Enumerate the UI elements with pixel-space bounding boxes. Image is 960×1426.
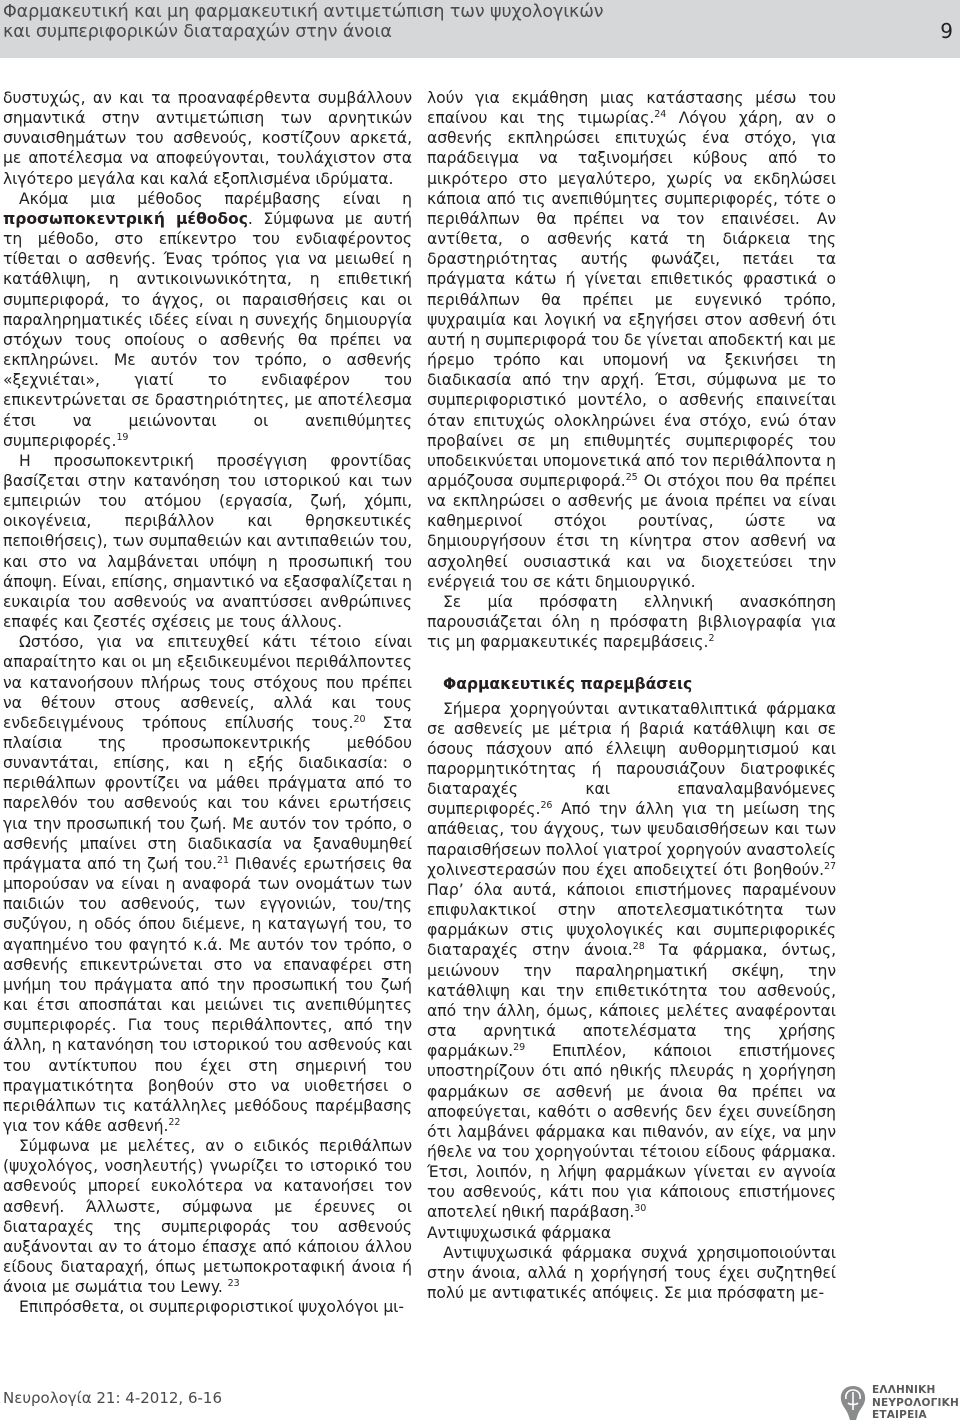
paragraph: δυστυχώς, αν και τα προαναφέρθεντα συμβάλλουν σημαντικά στην αντιμετώπιση των αρνητικών συναισθημάτων του ασθενούς, κοστίζουν αρκετά, με αποτέλεσμα να αποφεύγονται, τουλάχιστον στα λιγότερο μεγάλα και καλά εξοπλισμένα ιδρύματα. — [3, 89, 412, 188]
brain-logo-icon — [838, 1384, 868, 1422]
citation-ref: 26 — [540, 800, 553, 812]
paragraph: Ακόμα μια μέθοδος παρέμβασης είναι η προσωποκεντρική μέθοδος. Σύμφωνα με αυτή τη μέθοδο, στο επίκεντρο του ενδιαφέροντος τίθεται ο ασθενής. Ένας τρόπος για να μειωθεί η κατάθλιψη, η αντικοινωνικότητα, η επιθετική συμπεριφορά, το άγχος, οι παραισθήσεις και οι παραληρηματικές ιδέες είναι η συνεχής δημιουργία στόχων τους οποίους ο ασθενής θα πρέπει να εκπληρώνει. Με αυτόν τον τρόπο, ο ασθενής «ξεχνιέται», γιατί το ενδιαφέρον του επικεντρώνεται σε δραστηριότητες, με αποτέλεσμα έτσι να μειώνονται οι ανεπιθύμητες συμπεριφορές.$^{19}$ — [3, 189, 412, 450]
left-column — [3, 88, 412, 1318]
citation-ref: 29 — [513, 1042, 526, 1054]
citation-ref: 20 — [353, 713, 366, 725]
running-head — [0, 0, 960, 58]
citation-ref: 28 — [632, 941, 645, 953]
journal-citation: Νευρολογία 21: 4-2012, 6-16 — [3, 1389, 222, 1407]
page-number: 9 — [940, 19, 953, 43]
paragraph: Αντιψυχωσικά φάρμακα συχνά χρησιμοποιούνται στην άνοια, αλλά η χορήγησή τους έχει συζητηθεί πολύ με αντιφατικές απόψεις. Σε μια πρόσφατη με- — [427, 1243, 836, 1303]
society-logo — [838, 1382, 958, 1426]
logo-text: ΕΛΛΗΝΙΚΗ ΝΕΥΡΟΛΟΓΙΚΗ ΕΤΑΙΡΕΙΑ — [872, 1384, 959, 1421]
paragraph: λούν για εκμάθηση μιας κατάστασης μέσω του επαίνου και της τιμωρίας.$^{24}$ Λόγου χάρη, αν ο ασθενής εκπληρώσει επιτυχώς ένα στόχο, για παράδειγμα να ταξινομήσει κύβους από το μικρότερο στο μεγαλύτερο, χωρίς να εκδηλώσει κάποια από τις ανεπιθύμητες συμπεριφορές, τότε ο περιθάλπων θα πρέπει να τον επαινέσει. Αν αντίθετα, ο ασθενής κατά τη διάρκεια της δραστηριότητας αυτής φωνάζει, πετάει τα πράγματα κάτω ή γίνεται επιθετικός φραστικά ο περιθάλπων θα πρέπει με ευγενικό τρόπο, ψυχραιμία και λογική να εξηγήσει στον ασθενή ότι αυτή η συμπεριφορά του δε γίνεται αποδεκτή και με ήρεμο τρόπο και υπομονή να ξεκινήσει τη διαδικασία από την αρχή. Έτσι, σύμφωνα με το συμπεριφοριστικό μοντέλο, ο ασθενής επαινείται όταν επιτυχώς ολοκληρώνει ένα στόχο, ενώ όταν προβαίνει σε μη επιθυμητές συμπεριφορές του υποδεικνύεται υπομονετικά από τον περιθάλποντα η αρμόζουσα συμπεριφορά.$^{25}$ Οι στόχοι που θα πρέπει να εκπληρώσει ο ασθενής με άνοια πρέπει να είναι καθημερινοί στόχοι ρουτίνας, ώστε να δημιουργήσουν έτσι τη κίνητρα στον ασθενή να ασχοληθεί ουσιαστικά και να διοχετεύσει την ενέργειά του σε κάτι δημιουργικό. — [427, 89, 836, 591]
running-title-line-2: και συμπεριφορικών διαταραχών στην άνοια — [3, 22, 392, 42]
citation-ref: 24 — [654, 109, 667, 121]
paragraph: Η προσωποκεντρική προσέγγιση φροντίδας βασίζεται στην κατανόηση του ιστορικού και των εμπειριών του ατόμου (εργασία, ζωή, χόμπι, οικογένεια, περιβάλλον και θρησκευτικές πεποιθήσεις), των συμπαθειών και αντιπαθειών του, και στο να λαμβάνεται υπόψη η προσωπική του άποψη. Είναι, επίσης, σημαντικό να εξασφαλίζεται η ευκαιρία του ασθενούς να αναπτύσσει ανθρώπινες επαφές και ζεστές σχέσεις με τους άλλους. — [3, 451, 412, 632]
paragraph: Σήμερα χορηγούνται αντικαταθλιπτικά φάρμακα σε ασθενείς με μέτρια ή βαριά κατάθλιψη και σε όσους πάσχουν από έλλειψη αυθορμητισμού και παρορμητικότητας ή παρουσιάζουν διατροφικές διαταραχές και επαναλαμβανόμενες συμπεριφορές.$^{26}$ Από την άλλη για τη μείωση της απάθειας, του άγχους, των ψευδαισθήσεων και των παραισθήσεων πολλοί γιατροί χορηγούν αναστολείς χολινεστερασών που έχει αποδειχτεί ότι βοηθούν.$^{27}$ Παρ’ όλα αυτά, κάποιοι επιστήμονες παραμένουν επιφυλακτικοί στην αποτελεσματικότητα των φαρμάκων στις ψυχολογικές και συμπεριφορικές διαταραχές στην άνοια.$^{28}$ Τα φάρμακα, όντως, μειώνουν την παραληρηματική σκέψη, την κατάθλιψη και την επιθετικότητα του ασθενούς, από την άλλη, όμως, κάποιες μελέτες αναφέρονται στα αρνητικά αποτελέσματα της χρήσης φαρμάκων.$^{29}$ Επιπλέον, κάποιοι επιστήμονες υποστηρίζουν ότι από ηθικής πλευράς η χορήγηση φαρμάκων σε ασθενή με άνοια θα πρέπει να αποφεύγεται, καθότι ο ασθενής δεν έχει συνείδηση ότι λαμβάνει φάρμακα και πιθανόν, αν είχε, να μην ήθελε να του χορηγούνται τέτοιου είδους φάρμακα. Έτσι, λοιπόν, η λήψη φαρμάκων γίνεται εν αγνοία του ασθενούς, κάτι που για κάποιους επιστήμονες αποτελεί ηθική παράβαση.$^{30}$ — [427, 699, 836, 1222]
right-column — [427, 88, 836, 1303]
paragraph: Επιπρόσθετα, οι συμπεριφοριστικοί ψυχολόγοι μι- — [19, 1298, 404, 1317]
paragraph: Ωστόσο, για να επιτευχθεί κάτι τέτοιο είναι απαραίτητο και οι μη εξειδικευμένοι περιθάλποντες να κατανοήσουν πλήρως τους στόχους που πρέπει να θέτουν στους ασθενείς, αλλά και τους ενδεδειγμένους τρόπους επίλυσής τους.$^{20}$ Στα πλαίσια της προσωποκεντρικής μεθόδου συναντάται, επίσης, και η εξής διαδικασία: ο περιθάλπων φροντίζει να μάθει πράγματα από το παρελθόν του ασθενούς και του κάνει ερωτήσεις για την προσωπική του ζωή. Με αυτόν τον τρόπο, ο ασθενής μπαίνει στη διαδικασία να ξαναθυμηθεί πράγματα από τη ζωή του.$^{21}$ Πιθανές ερωτήσεις θα μπορούσαν να είναι η αναφορά των ονομάτων των παιδιών του ασθενούς, των εγγονιών, του/της συζύγου, η οδός όπου διέμενε, η καταγωγή του, το αγαπημένο του φαγητό κ.ά. Με αυτόν τον τρόπο, ο ασθενής επικεντρώνεται στο να επαναφέρει στη μνήμη του πράγματα από την προσωπική του ζωή και έτσι αποσπάται και μειώνει τις ανεπιθύμητες συμπεριφορές. Για τους περιθάλποντες, από την άλλη, η κατανόηση του ιστορικού του ασθενούς και του αντίκτυπου που έχει στη σημερινή του πραγματικότητα βοηθούν στο να υιοθετήσει ο περιθάλπων τις κατάλληλες μεθόδους παρέμβασης για τον κάθε ασθενή.$^{22}$ — [3, 633, 412, 1135]
section-heading: Φαρμακευτικές παρεμβάσεις — [443, 675, 693, 694]
citation-ref: 25 — [625, 471, 638, 483]
citation-ref: 23 — [227, 1278, 240, 1290]
emphasis-term: προσωποκεντρική μέθοδος — [3, 209, 248, 228]
paragraph: Σύμφωνα με μελέτες, αν ο ειδικός περιθάλπων (ψυχολόγος, νοσηλευτής) γνωρίζει το ιστορικό του ασθενούς μπορεί ευκολότερα να κατανοήσει τον ασθενή. Άλλωστε, σύμφωνα με έρευνες οι διαταραχές της συμπεριφοράς του ασθενούς αυξάνονται αν το άτομο έπασχε από κάποιου άλλου είδους διαταραχή, όπως μετωποκροταφική άνοια ή άνοια με σωμάτια του Lewy. $^{23}$ — [3, 1137, 412, 1297]
paragraph: Σε μία πρόσφατη ελληνική ανασκόπηση παρουσιάζεται όλη η πρόσφατη βιβλιογραφία για τις μη φαρμακευτικές παρεμβάσεις.$^2$ — [427, 592, 836, 652]
citation-ref: 30 — [634, 1203, 647, 1215]
citation-ref: 22 — [168, 1116, 181, 1128]
running-title-line-1: Φαρμακευτική και μη φαρμακευτική αντιμετώπιση των ψυχολογικών — [3, 2, 604, 22]
citation-ref: 2 — [708, 633, 715, 645]
citation-ref: 21 — [216, 854, 229, 866]
citation-ref: 27 — [824, 860, 836, 872]
citation-ref: 19 — [116, 431, 129, 443]
subheading: Αντιψυχωσικά φάρμακα — [427, 1223, 612, 1242]
